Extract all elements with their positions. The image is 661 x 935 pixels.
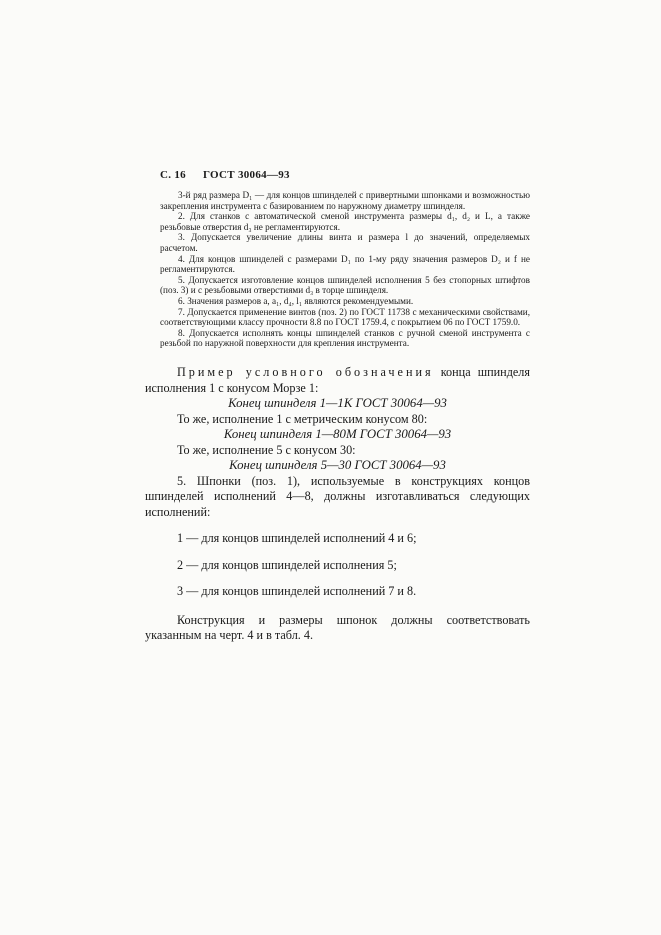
page-number: С. 16 (160, 169, 186, 181)
note-paragraph: 6. Значения размеров a, a₁, d₄, l₁ являются рекомендуемыми. (178, 295, 414, 306)
note-paragraph: 7. Допускается применение винтов (поз. 2) по ГОСТ 11738 с механическими свойствами, соответствующими классу прочности 8.8 по ГОСТ 1759.4, с покрытием 06 по ГОСТ 1759.0. (160, 306, 530, 328)
note-paragraph: 5. Допускается изготовление концов шпинделей исполнения 5 без стопорных штифтов (поз. 3) и с резьбовыми отверстиями d₃ в торце шпинделя. (160, 274, 530, 296)
keys-list-item: 2 — для концов шпинделей исполнения 5; (177, 557, 397, 572)
notes-block (160, 190, 530, 349)
designation-formula: Конец шпинделя 5—30 ГОСТ 30064—93 (229, 458, 446, 472)
keys-intro: 5. Шпонки (поз. 1), используемые в конструкциях концов шпинделей исполнений 4—8, должны изготавливаться следующих исполнений: (145, 473, 530, 519)
note-paragraph: 4. Для концов шпинделей с размерами D₁ по 1-му ряду значения размеров D₂ и f не регламентируются. (160, 253, 530, 275)
note-paragraph: 3-й ряд размера D₁ — для концов шпинделей с привертными шпонками и возможностью закрепления инструмента с базированием по наружному диаметру шпинделя. (160, 190, 530, 211)
example-intro (145, 365, 530, 396)
designation-formula: Конец шпинделя 1—1К ГОСТ 30064—93 (228, 396, 447, 410)
note-paragraph: 3. Допускается увеличение длины винта и размера l до значений, определяемых расчетом. (160, 232, 530, 253)
example-variant: То же, исполнение 5 с конусом 30: (177, 442, 356, 457)
keys-list-item: 1 — для концов шпинделей исполнений 4 и 6; (177, 531, 417, 545)
designation-formula: Конец шпинделя 1—80М ГОСТ 30064—93 (223, 427, 452, 441)
keys-list-item: 3 — для концов шпинделей исполнений 7 и 8. (177, 584, 417, 598)
note-paragraph: 2. Для станков с автоматической сменой инструмента размеры d₁, d₂ и L, а также резьбовые отверстия d₃ не регламентируются. (160, 211, 530, 232)
standard-code: ГОСТ 30064—93 (203, 169, 290, 181)
example-variant: То же, исполнение 1 с метрическим конусом 80: (177, 411, 428, 426)
main-text (145, 365, 530, 644)
example-lead-rest: конца шпинделя исполнения 1 с конусом Морзе 1: (145, 365, 530, 395)
example-lead: Пример условного обозначения (177, 365, 434, 379)
page-header (160, 169, 290, 181)
keys-conclusion: Конструкция и размеры шпонок должны соответствовать указанным на черт. 4 и в табл. 4. (145, 612, 530, 642)
note-paragraph: 8. Допускается исполнять концы шпинделей станков с ручной сменой инструмента с резьбой по наружной поверхности для крепления инструмента. (160, 327, 530, 349)
